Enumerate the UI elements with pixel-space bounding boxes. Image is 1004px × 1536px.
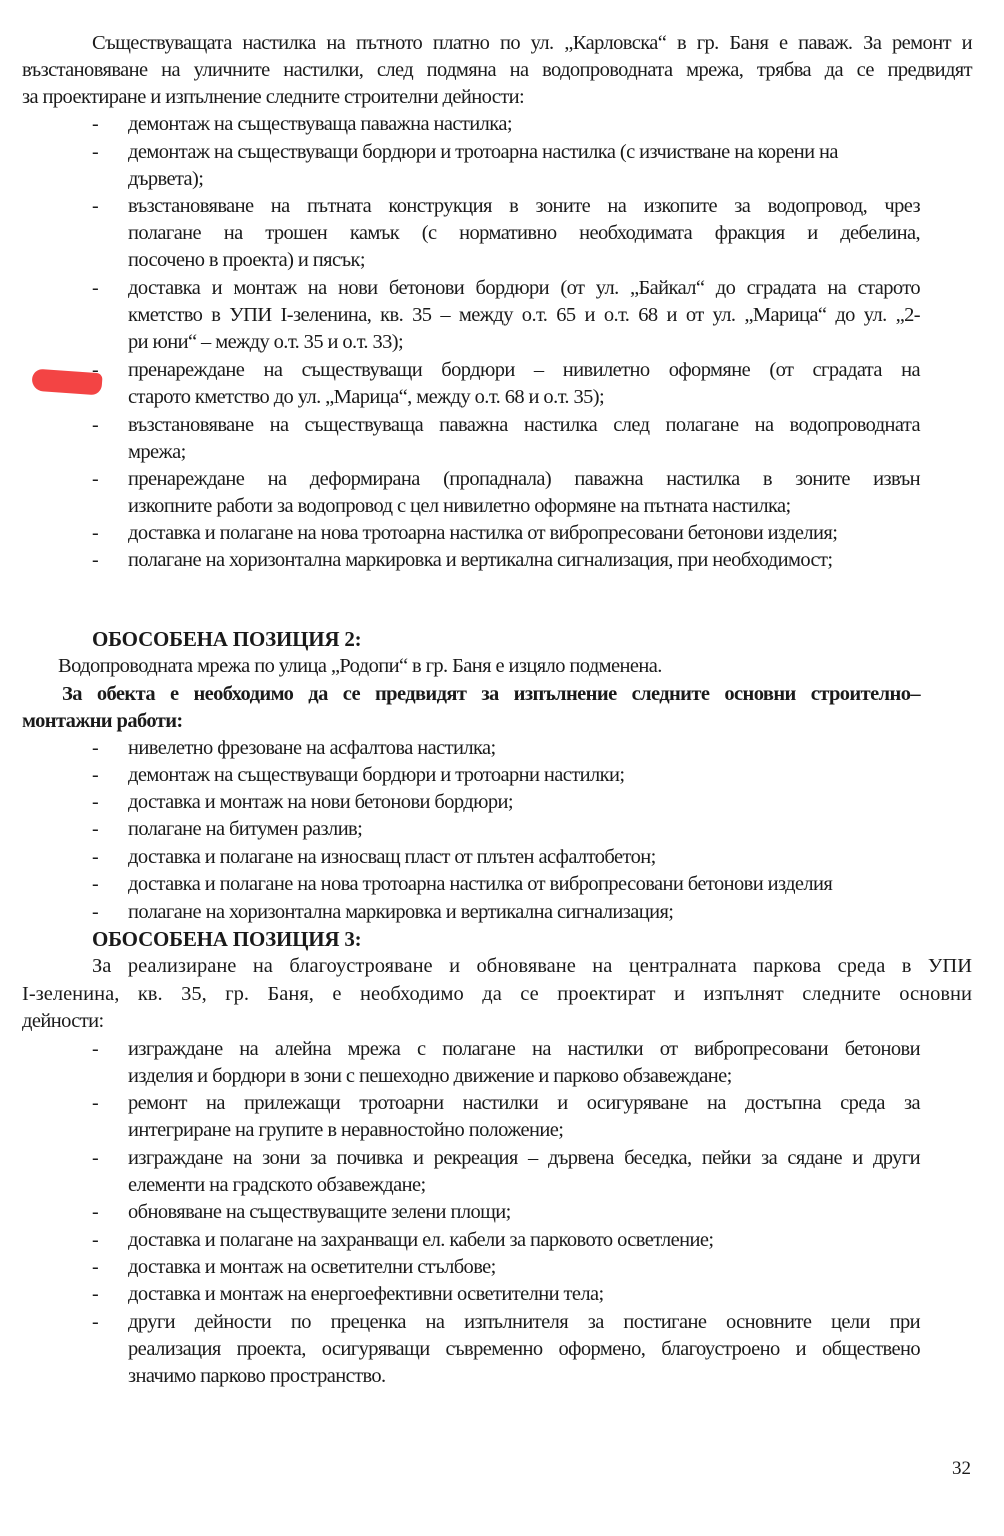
page-number: 32 xyxy=(952,1458,971,1479)
bullet-dash: - xyxy=(92,1038,99,1060)
list1-item-5-line-2: старото кметство до ул. „Марица“, между о.т. 68 и о.т. 35); xyxy=(128,386,605,408)
list1-item-2-line-1: демонтаж на съществуващи бордюри и тротоарна настилка (с изчистване на корени на xyxy=(128,141,838,163)
section-2-item-6: доставка и полагане на нова тротоарна настилка от вибропресовани бетонови изделия xyxy=(128,873,833,895)
bullet-dash: - xyxy=(92,359,99,381)
section-3-item-2-line-1: ремонт на прилежащи тротоарни настилки и осигуряване на достъпна среда за xyxy=(128,1092,920,1114)
section-3-heading: ОБОСОБЕНА ПОЗИЦИЯ 3: xyxy=(92,927,362,951)
list1-item-6-line-2: мрежа; xyxy=(128,441,186,463)
section-3-item-5: доставка и полагане на захранващи ел. кабели за парковото осветление; xyxy=(128,1229,714,1251)
list1-item-3-line-2: полагане на трошен камък (с нормативно необходимата фракция и дебелина, xyxy=(128,222,920,244)
list1-item-9: полагане на хоризонтална маркировка и вертикална сигнализация, при необходимост; xyxy=(128,549,833,571)
bullet-dash: - xyxy=(92,901,99,923)
bullet-dash: - xyxy=(92,1147,99,1169)
bullet-dash: - xyxy=(92,1256,99,1278)
list1-item-7-line-1: пренареждане на деформирана (пропаднала) паважна настилка в зоните извън xyxy=(128,468,920,490)
bullet-dash: - xyxy=(92,873,99,895)
list1-item-3-line-1: възстановяване на пътната конструкция в зоните на изкопите за водопровод, чрез xyxy=(128,195,920,217)
list1-item-8: доставка и полагане на нова тротоарна настилка от вибропресовани бетонови изделия; xyxy=(128,522,838,544)
section-3-item-3-line-1: изграждане на зони за почивка и рекреация – дървена беседка, пейки за сядане и други xyxy=(128,1147,920,1169)
section-3-item-2-line-2: интегриране на групите в неравностойно положение; xyxy=(128,1119,564,1141)
bullet-dash: - xyxy=(92,414,99,436)
bullet-dash: - xyxy=(92,1311,99,1333)
section-3-item-3-line-2: елементи на градското обзавеждане; xyxy=(128,1174,426,1196)
section-3-item-8-line-2: реализация проекта, осигуряващи съвременно оформено, благоустроено и обществено xyxy=(128,1338,920,1360)
intro-line-2: възстановяване на уличните настилки, след подмяна на водопроводната мрежа, трябва да се предвидят xyxy=(22,59,972,81)
bullet-dash: - xyxy=(92,195,99,217)
section-2-item-5: доставка и полагане на износващ пласт от плътен асфалтобетон; xyxy=(128,846,656,868)
bullet-dash: - xyxy=(92,818,99,840)
section-3-item-4: обновяване на съществуващите зелени площи; xyxy=(128,1201,511,1223)
section-2-item-2: демонтаж на съществуващи бордюри и тротоарни настилки; xyxy=(128,764,625,786)
bullet-dash: - xyxy=(92,522,99,544)
intro-line-1: Съществуващата настилка на пътното платно по ул. „Карловска“ в гр. Баня е паваж. За ремонт и xyxy=(92,32,972,54)
bullet-dash: - xyxy=(92,737,99,759)
section-3-intro-line-2: I-зеленина, кв. 35, гр. Баня, е необходимо да се проектират и изпълнят следните основни xyxy=(22,983,972,1005)
section-3-item-1-line-2: изделия и бордюри в зони с пешеходно движение и парково обзавеждане; xyxy=(128,1065,732,1087)
section-3-item-1-line-1: изграждане на алейна мрежа с полагане на настилки от вибропресовани бетонови xyxy=(128,1038,920,1060)
bullet-dash: - xyxy=(92,1229,99,1251)
section-3-intro-line-1: За реализиране на благоустрояване и обновяване на централната паркова среда в УПИ xyxy=(92,955,972,977)
list1-item-6-line-1: възстановяване на съществуваща паважна настилка след полагане на водопроводната xyxy=(128,414,920,436)
bullet-dash: - xyxy=(92,277,99,299)
section-2-item-4: полагане на битумен разлив; xyxy=(128,818,363,840)
intro-line-3: за проектиране и изпълнение следните строителни дейности: xyxy=(22,86,525,108)
section-2-text: Водопроводната мрежа по улица „Родопи“ в гр. Баня е изцяло подменена. xyxy=(58,655,662,677)
section-2-bold-line-2: монтажни работи: xyxy=(22,710,183,732)
list1-item-4-line-3: ри юни“ – между о.т. 35 и о.т. 33); xyxy=(128,331,404,353)
bullet-dash: - xyxy=(92,791,99,813)
bullet-dash: - xyxy=(92,1283,99,1305)
section-3-item-7: доставка и монтаж на енергоефективни осветителни тела; xyxy=(128,1283,604,1305)
list1-item-7-line-2: изкопните работи за водопровод с цел нивилетно оформяне на пътната настилка; xyxy=(128,495,791,517)
section-2-heading: ОБОСОБЕНА ПОЗИЦИЯ 2: xyxy=(92,627,362,651)
section-3-item-8-line-1: други дейности по преценка на изпълнителя за постигане основните цели при xyxy=(128,1311,920,1333)
bullet-dash: - xyxy=(92,141,99,163)
section-2-bold-line-1: За обекта е необходимо да се предвидят за изпълнение следните основни строително– xyxy=(62,683,920,705)
list1-item-2-line-2: дървета); xyxy=(128,168,204,190)
bullet-dash: - xyxy=(92,764,99,786)
section-2-item-3: доставка и монтаж на нови бетонови бордюри; xyxy=(128,791,513,813)
bullet-dash: - xyxy=(92,113,99,135)
section-2-item-1: нивелетно фрезоване на асфалтова настилка; xyxy=(128,737,496,759)
section-3-intro-line-3: дейности: xyxy=(22,1010,104,1032)
bullet-dash: - xyxy=(92,1092,99,1114)
bullet-dash: - xyxy=(92,549,99,571)
bullet-dash: - xyxy=(92,1201,99,1223)
list1-item-4-line-2: кметство в УПИ I-зеленина, кв. 35 – между о.т. 65 и о.т. 68 и от ул. „Марица“ до ул. „2- xyxy=(128,304,920,326)
bullet-dash: - xyxy=(92,846,99,868)
section-3-item-6: доставка и монтаж на осветителни стълбове; xyxy=(128,1256,496,1278)
section-2-item-7: полагане на хоризонтална маркировка и вертикална сигнализация; xyxy=(128,901,674,923)
bullet-dash: - xyxy=(92,468,99,490)
section-3-item-8-line-3: значимо парково пространство. xyxy=(128,1365,386,1387)
list1-item-5-line-1: пренареждане на съществуващи бордюри – нивилетно оформяне (от сградата на xyxy=(128,359,920,381)
list1-item-3-line-3: посочено в проекта) и пясък; xyxy=(128,249,365,271)
list1-item-1: демонтаж на съществуваща паважна настилка; xyxy=(128,113,512,135)
list1-item-4-line-1: доставка и монтаж на нови бетонови бордюри (от ул. „Байкал“ до сградата на старото xyxy=(128,277,920,299)
